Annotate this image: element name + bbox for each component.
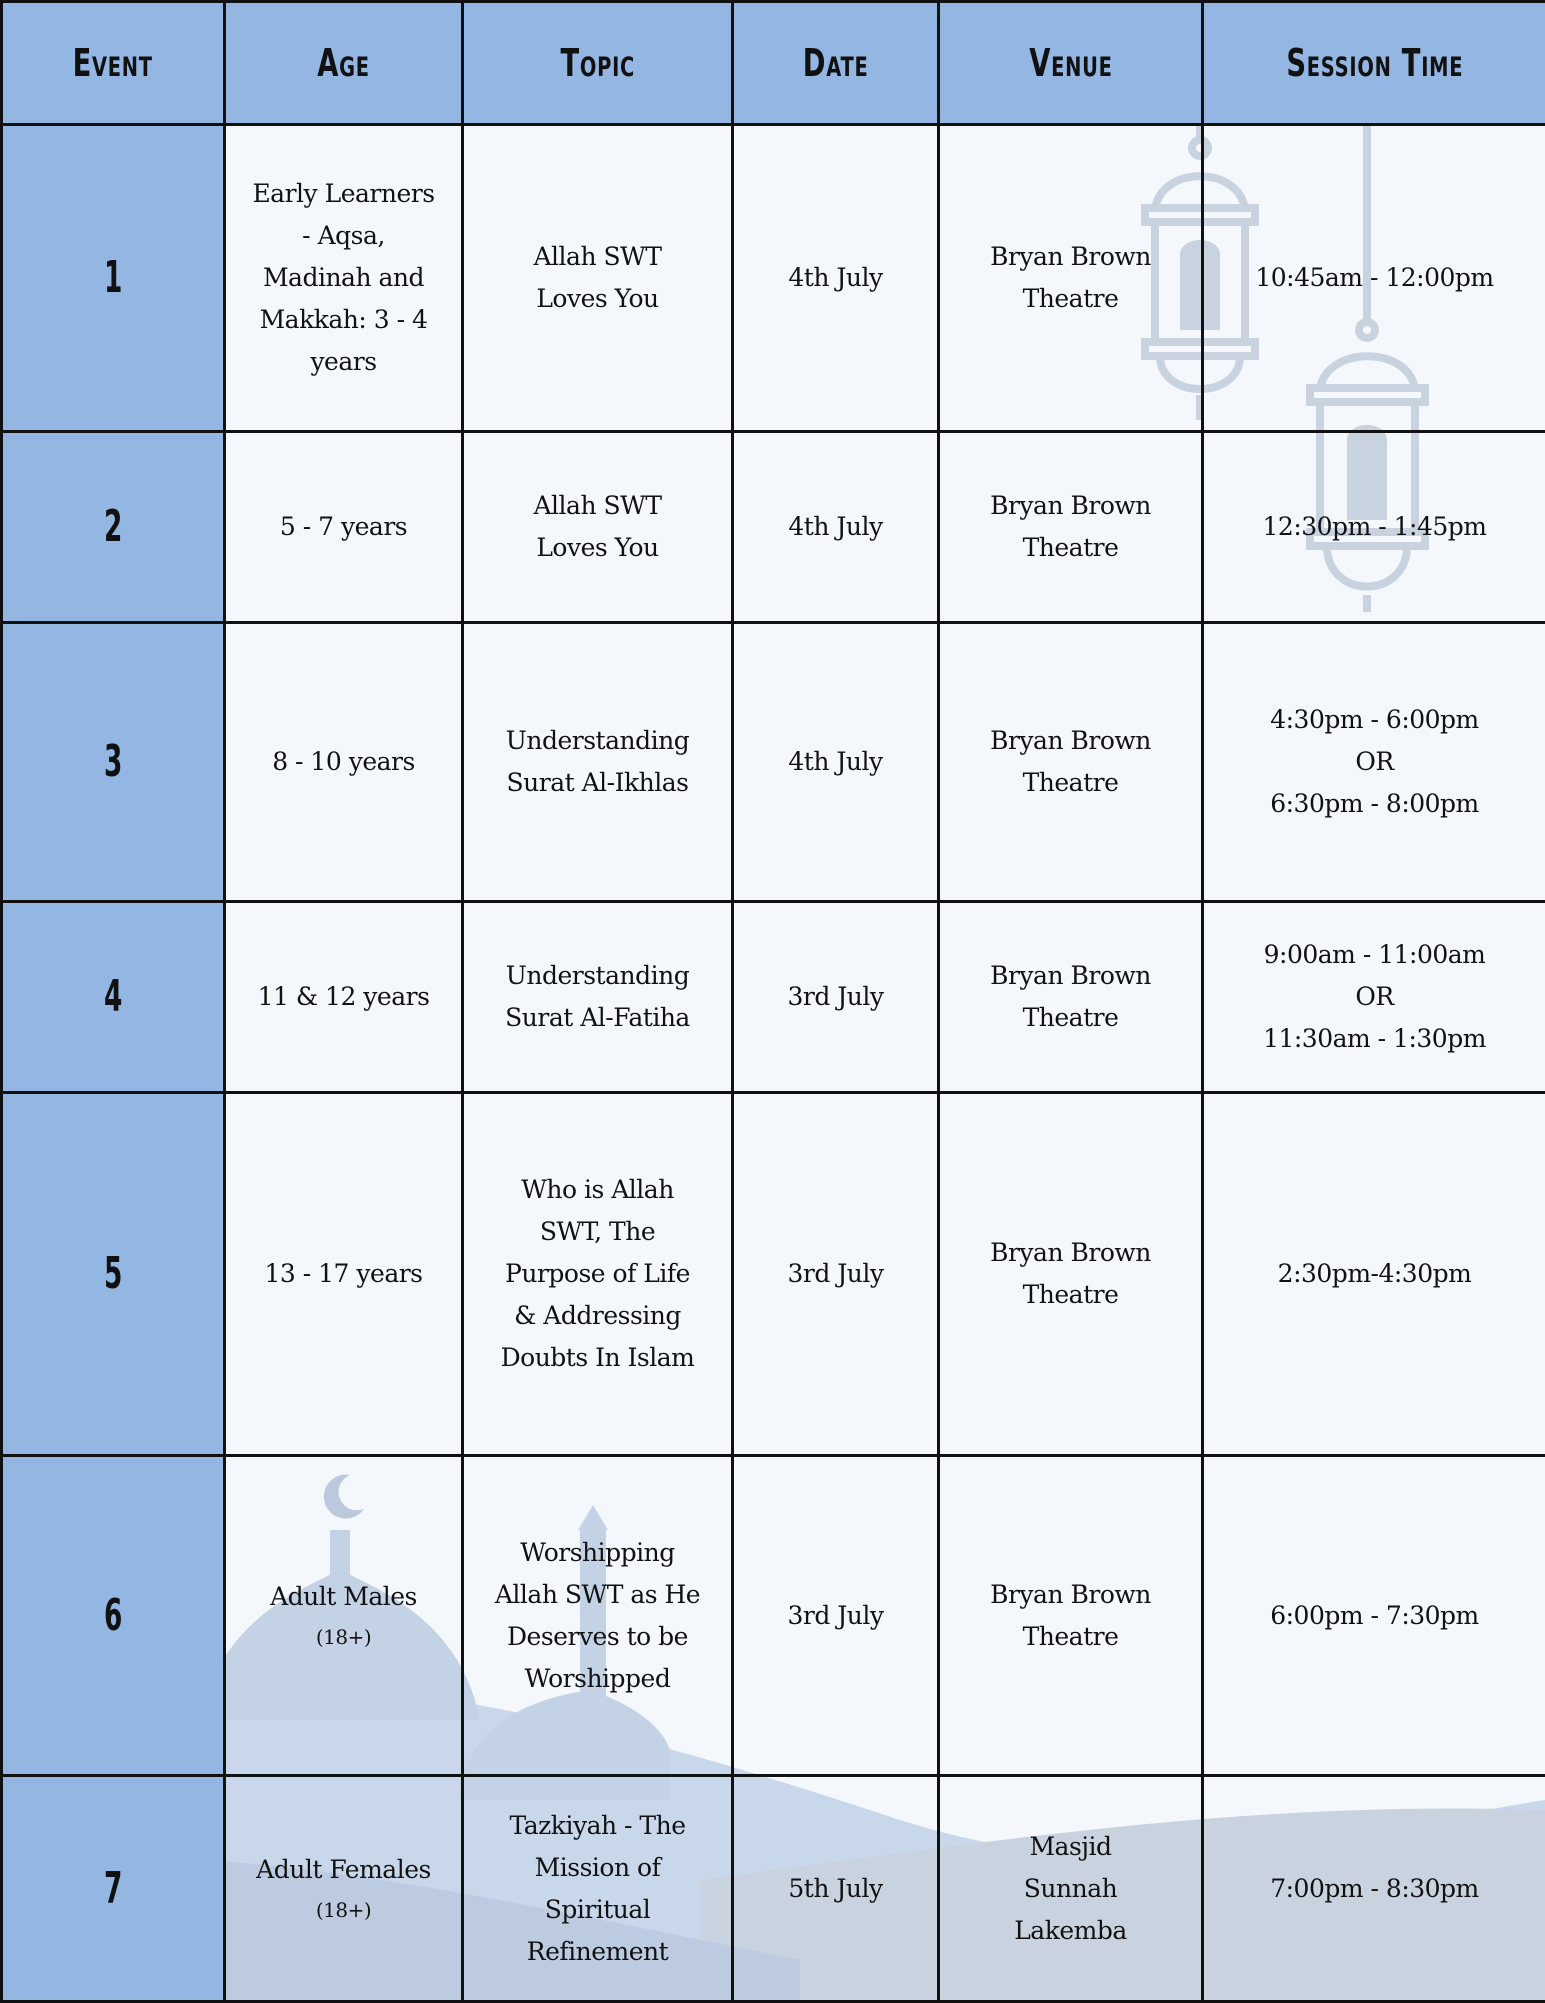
time-line: 4:30pm - 6:00pm [1220, 699, 1529, 741]
date-cell: 4th July [733, 125, 939, 432]
event-number: 2 [2, 432, 225, 623]
time-cell [1203, 1776, 1545, 2002]
time-line: 9:00am - 11:00am [1220, 934, 1529, 976]
time-cell [1203, 1456, 1545, 1776]
date-cell: 3rd July [733, 902, 939, 1093]
age-cell: 8 - 10 years [225, 623, 463, 902]
venue-cell: Bryan Brown Theatre [939, 432, 1203, 623]
time-line: 11:30am - 1:30pm [1220, 1018, 1529, 1060]
event-number: 4 [2, 902, 225, 1093]
time-line: 2:30pm-4:30pm [1220, 1253, 1529, 1295]
age-note: (18+) [242, 1618, 445, 1656]
topic-cell: Understanding Surat Al-Ikhlas [463, 623, 733, 902]
date-cell: 3rd July [733, 1456, 939, 1776]
header-age: Age [225, 2, 463, 125]
topic-cell: Allah SWT Loves You [463, 432, 733, 623]
table-row [2, 1456, 1545, 1776]
time-cell [1203, 1093, 1545, 1456]
header-date: Date [733, 2, 939, 125]
topic-cell: Who is Allah SWT, The Purpose of Life & Addressing Doubts In Islam [463, 1093, 733, 1456]
time-cell [1203, 432, 1545, 623]
age-cell: 11 & 12 years [225, 902, 463, 1093]
event-number: 1 [2, 125, 225, 432]
time-line: 10:45am - 12:00pm [1220, 257, 1529, 299]
age-cell: Adult Males (18+) [225, 1456, 463, 1776]
topic-cell: Tazkiyah - The Mission of Spiritual Refinement [463, 1776, 733, 2002]
table-row [2, 902, 1545, 1093]
time-or: OR [1220, 976, 1529, 1018]
header-session-time: Session Time [1203, 2, 1545, 125]
time-cell [1203, 125, 1545, 432]
time-or: OR [1220, 741, 1529, 783]
topic-cell: Worshipping Allah SWT as He Deserves to be Worshipped [463, 1456, 733, 1776]
topic-cell: Allah SWT Loves You [463, 125, 733, 432]
age-cell: 13 - 17 years [225, 1093, 463, 1456]
date-cell: 5th July [733, 1776, 939, 2002]
venue-cell: Bryan Brown Theatre [939, 1093, 1203, 1456]
age-cell: Adult Females (18+) [225, 1776, 463, 2002]
time-line: 6:30pm - 8:00pm [1220, 783, 1529, 825]
event-number: 7 [2, 1776, 225, 2002]
event-number: 3 [2, 623, 225, 902]
table-row [2, 1776, 1545, 2002]
header-topic: Topic [463, 2, 733, 125]
date-cell: 4th July [733, 623, 939, 902]
time-line: 12:30pm - 1:45pm [1220, 506, 1529, 548]
age-cell: Early Learners - Aqsa, Madinah and Makkah: 3 - 4 years [225, 125, 463, 432]
table-row [2, 623, 1545, 902]
event-number: 6 [2, 1456, 225, 1776]
event-number: 5 [2, 1093, 225, 1456]
time-cell [1203, 902, 1545, 1093]
header-event: Event [2, 2, 225, 125]
venue-cell: Masjid Sunnah Lakemba [939, 1776, 1203, 2002]
date-cell: 4th July [733, 432, 939, 623]
time-line: 6:00pm - 7:30pm [1220, 1595, 1529, 1637]
venue-cell: Bryan Brown Theatre [939, 902, 1203, 1093]
date-cell: 3rd July [733, 1093, 939, 1456]
header-venue: Venue [939, 2, 1203, 125]
age-cell: 5 - 7 years [225, 432, 463, 623]
time-cell [1203, 623, 1545, 902]
venue-cell: Bryan Brown Theatre [939, 125, 1203, 432]
topic-cell: Understanding Surat Al-Fatiha [463, 902, 733, 1093]
venue-cell: Bryan Brown Theatre [939, 1456, 1203, 1776]
table-row [2, 1093, 1545, 1456]
age-note: (18+) [242, 1891, 445, 1929]
venue-cell: Bryan Brown Theatre [939, 623, 1203, 902]
header-row [2, 2, 1545, 125]
time-line: 7:00pm - 8:30pm [1220, 1868, 1529, 1910]
table-row [2, 432, 1545, 623]
table-row [2, 125, 1545, 432]
